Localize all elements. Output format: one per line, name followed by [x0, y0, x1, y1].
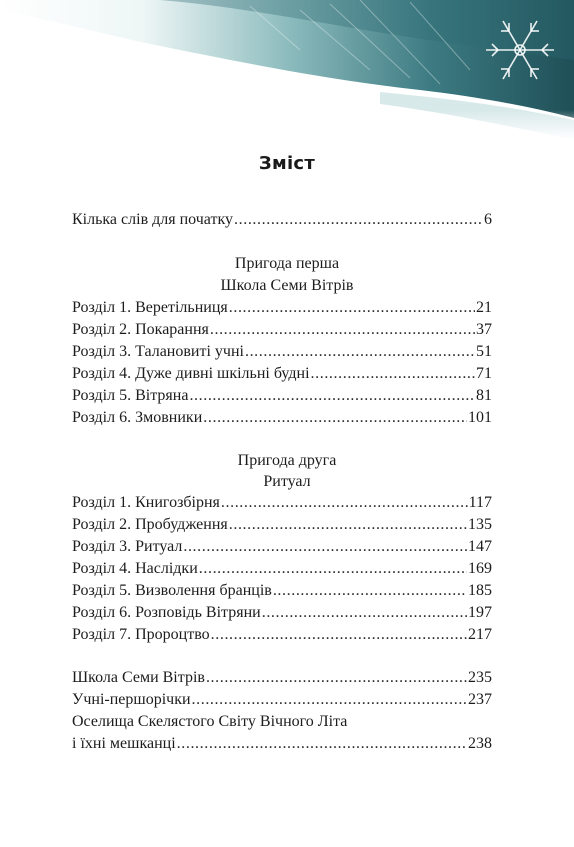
toc-entry[interactable] [72, 385, 492, 407]
dot-leader [206, 667, 467, 689]
toc-entry[interactable] [72, 297, 492, 319]
part1-subheading: Школа Семи Вітрів [220, 277, 354, 294]
entry-label: Розділ 6. Розповідь Вітряни [72, 604, 261, 621]
dot-leader [177, 733, 467, 755]
entry-label: Розділ 7. Пророцтво [72, 626, 210, 643]
entry-label: Розділ 1. Веретільниця [72, 299, 228, 316]
part2-heading: Пригода друга [237, 452, 337, 469]
dot-leader [192, 689, 467, 711]
dot-leader [262, 602, 467, 624]
page-number: 6 [484, 211, 492, 228]
page-number: 21 [476, 299, 492, 316]
toc-entry[interactable] [72, 602, 492, 624]
toc-entry[interactable] [72, 514, 492, 536]
dot-leader [210, 319, 475, 341]
page-title: Зміст [258, 153, 316, 174]
entry-label: Розділ 2. Пробудження [72, 516, 228, 533]
toc-entry[interactable] [72, 492, 492, 514]
toc-entry[interactable] [72, 319, 492, 341]
dot-leader [211, 624, 467, 646]
part1-heading: Пригода перша [234, 255, 340, 272]
toc-entry-multiline-last[interactable] [72, 733, 492, 755]
dot-leader [221, 492, 468, 514]
entry-label: Розділ 5. Вітряна [72, 387, 189, 404]
entry-label: Розділ 4. Наслідки [72, 560, 198, 577]
entry-label: Розділ 3. Талановиті учні [72, 343, 244, 360]
entry-label: Розділ 1. Книгозбірня [72, 494, 220, 511]
entry-label: Розділ 4. Дуже дивні шкільні будні [72, 365, 310, 382]
entry-label: Розділ 2. Покарання [72, 321, 209, 338]
page-number: 185 [468, 582, 492, 599]
toc-entry-multiline-first[interactable]: Оселища Скелястого Світу Вічного Літа [72, 713, 348, 730]
entry-label: Розділ 6. Змовники [72, 409, 203, 426]
dot-leader [311, 363, 475, 385]
entry-label: Учні-першорічки [72, 691, 191, 708]
entry-label: Розділ 5. Визволення бранців [72, 582, 272, 599]
part2-subheading: Ритуал [263, 473, 311, 490]
page-number: 81 [476, 387, 492, 404]
entry-label: Кілька слів для початку [72, 211, 234, 228]
frost-banner-image [0, 0, 574, 140]
entry-label: Розділ 3. Ритуал [72, 538, 183, 555]
entry-label: Школа Семи Вітрів [72, 669, 205, 686]
dot-leader [199, 558, 467, 580]
page-number: 197 [468, 604, 492, 621]
toc-entry[interactable] [72, 624, 492, 646]
toc-entry[interactable] [72, 536, 492, 558]
dot-leader [203, 407, 467, 429]
toc-entry[interactable] [72, 407, 492, 429]
toc-entry-intro[interactable] [72, 209, 492, 231]
page-number: 51 [476, 343, 492, 360]
toc-entry-appendix[interactable] [72, 689, 492, 711]
page-number: 37 [476, 321, 492, 338]
dot-leader [189, 385, 475, 407]
page-number: 235 [468, 669, 492, 686]
toc-entry[interactable] [72, 580, 492, 602]
page-number: 217 [468, 626, 492, 643]
dot-leader [229, 297, 475, 319]
page-number: 71 [476, 365, 492, 382]
entry-label: і їхні мешканці [72, 735, 176, 752]
page-number: 238 [468, 735, 492, 752]
page-number: 237 [468, 691, 492, 708]
page-number: 147 [468, 538, 492, 555]
page-number: 117 [468, 494, 492, 511]
dot-leader [273, 580, 467, 602]
dot-leader [183, 536, 467, 558]
toc-entry[interactable] [72, 558, 492, 580]
toc-entry-appendix[interactable] [72, 667, 492, 689]
toc-entry[interactable] [72, 363, 492, 385]
toc-entry[interactable] [72, 341, 492, 363]
dot-leader [245, 341, 475, 363]
page-number: 135 [468, 516, 492, 533]
page-number: 169 [468, 560, 492, 577]
dot-leader [229, 514, 467, 536]
page-number: 101 [468, 409, 492, 426]
decorative-banner [0, 0, 574, 140]
dot-leader [234, 209, 483, 231]
